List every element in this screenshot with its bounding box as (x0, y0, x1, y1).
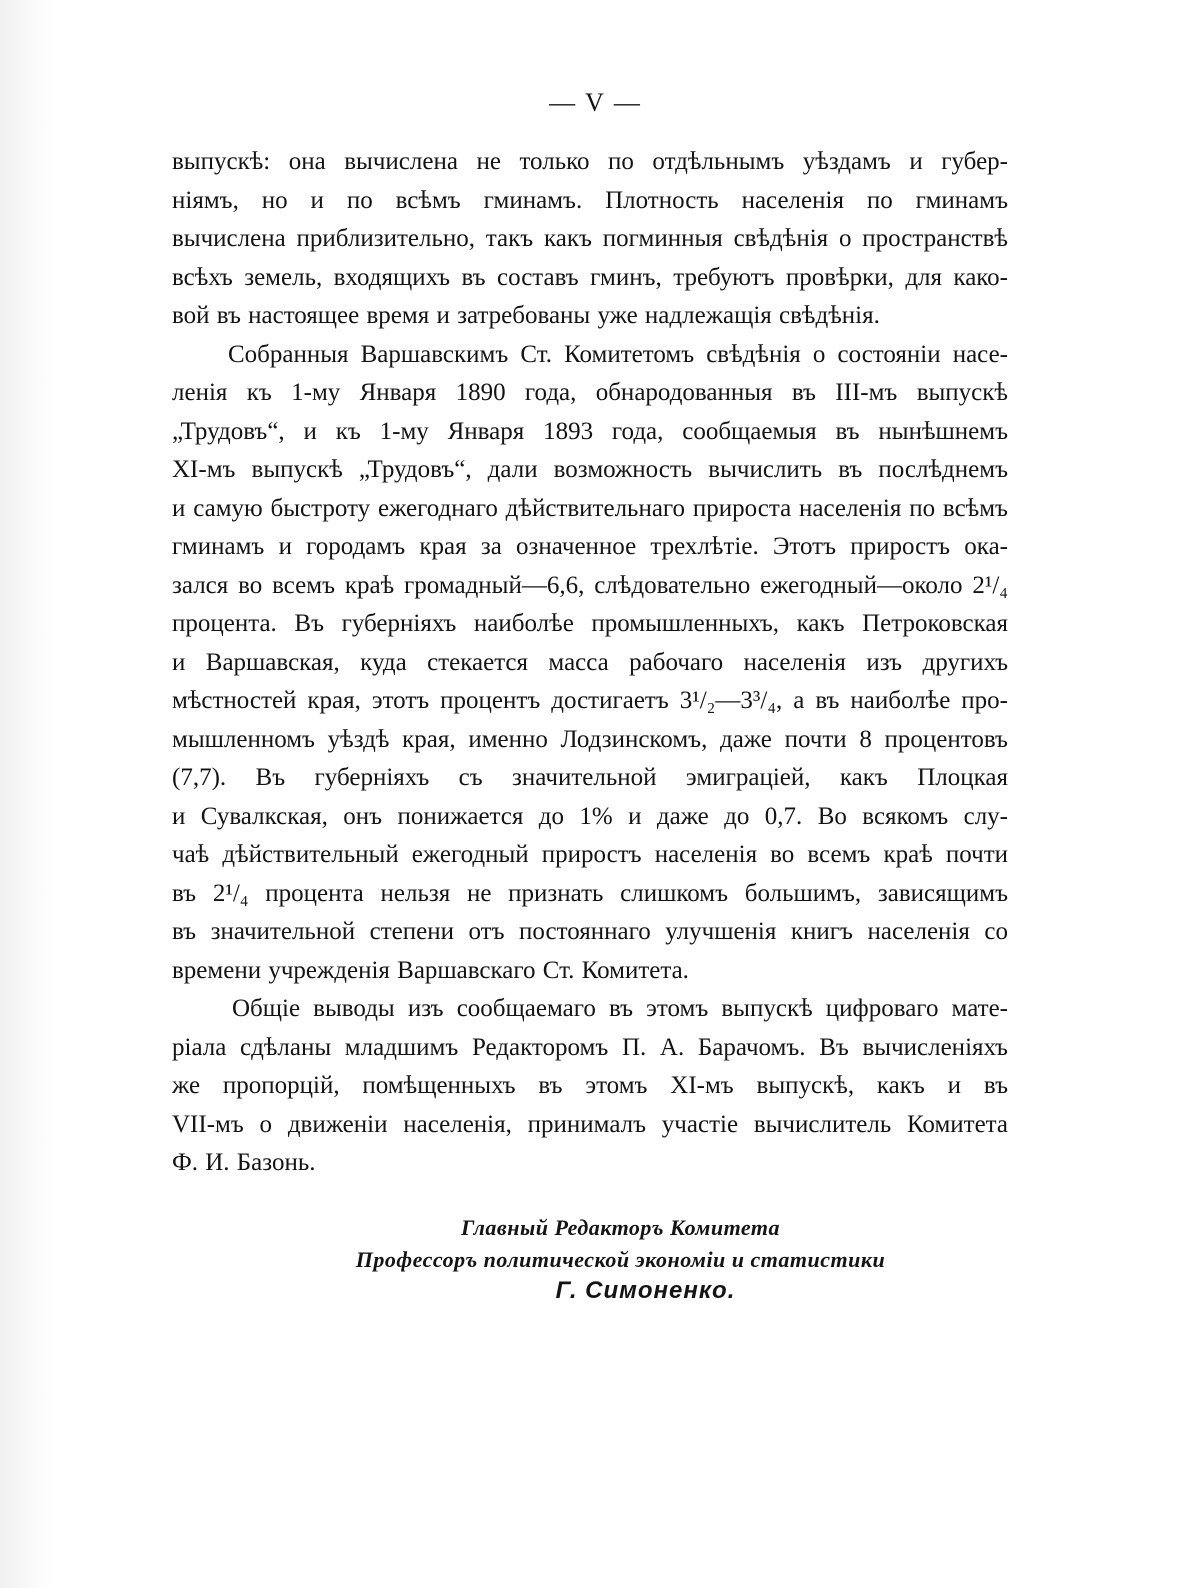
text-line: Ф. И. Базонь. (172, 1149, 316, 1176)
text-line: чаѣ дѣйствительный ежегодный приростъ населенія во всемъ краѣ почти (172, 841, 1008, 868)
text-line: въ 2¹/₄ процента нельзя не признать слишкомъ большимъ, зависящимъ (172, 879, 1008, 907)
text-line: мышленномъ уѣздѣ края, именно Лодзинскомъ, даже почти 8 процентовъ (172, 725, 1008, 753)
text-line: всѣхъ земель, входящихъ въ составъ гминъ, требуютъ провѣрки, для како- (172, 263, 1008, 291)
text-line: ріала сдѣланы младшимъ Редакторомъ П. А. Барачомъ. Въ вычисленіяхъ (172, 1033, 1008, 1061)
signature-title: Главный Редакторъ Комитета (461, 1215, 780, 1240)
text-line: гминамъ и городамъ края за означенное трехлѣтіе. Этотъ приростъ ока- (172, 533, 1008, 560)
text-line: вой въ настоящее время и затребованы уже надлежащія свѣдѣнія. (172, 302, 880, 329)
text-line: времени учрежденія Варшавскаго Ст. Комитета. (172, 956, 689, 984)
text-line: (7,7). Въ губерніяхъ съ значительной эмиграціей, какъ Плоцкая (172, 764, 1008, 791)
text-line: выпускѣ: она вычислена не только по отдѣльнымъ уѣздамъ и губер- (172, 148, 1008, 175)
text-line: ленія къ 1-му Января 1890 года, обнародованныя въ III-мъ выпускѣ (172, 379, 1008, 406)
text-line: „Трудовъ“, и къ 1-му Января 1893 года, сообщаемыя въ нынѣшнемъ (172, 417, 1008, 445)
scan-edge-shadow (0, 0, 55, 1588)
text-line: вычислена приблизительно, такъ какъ погминныя свѣдѣнія о пространствѣ (172, 225, 1008, 252)
text-line: въ значительной степени отъ постояннаго улучшенія книгъ населенія со (172, 918, 1008, 945)
text-line: и Сувалкская, онъ понижается до 1% и даже до 0,7. Во всякомъ слу- (172, 802, 1008, 830)
text-line: и Варшавская, куда стекается масса рабочаго населенія изъ другихъ (172, 648, 1008, 676)
text-line: XI-мъ выпускѣ „Трудовъ“, дали возможность вычислить въ послѣднемъ (172, 456, 1008, 483)
text-line: Собранныя Варшавскимъ Ст. Комитетомъ свѣдѣнія о состояніи насе- (228, 340, 1008, 368)
paragraph-2 (172, 336, 1008, 991)
paragraph-3 (172, 990, 1008, 1183)
text-line: зался во всемъ краѣ громадный—6,6, слѣдовательно ежегодный—около 2¹/₄ (172, 571, 1008, 599)
signature-name: Г. Симоненко. (555, 1277, 736, 1304)
body-text (172, 143, 1008, 1183)
text-line: мѣстностей края, этотъ процентъ достигаетъ 3¹/₂—3³/₄, а въ наиболѣе про- (172, 687, 1008, 714)
text-line: же пропорцій, помѣщенныхъ въ этомъ XI-мъ выпускѣ, какъ и въ (172, 1072, 1008, 1099)
text-line: Общіе выводы изъ сообщаемаго въ этомъ выпускѣ цифроваго мате- (232, 995, 1008, 1022)
signature-position: Профессоръ политической экономіи и статистики (355, 1247, 886, 1272)
text-line: процента. Въ губерніяхъ наиболѣе промышленныхъ, какъ Петроковская (172, 610, 1008, 637)
text-line: ніямъ, но и по всѣмъ гминамъ. Плотность населенія по гминамъ (172, 186, 1008, 214)
text-line: и самую быстроту ежегоднаго дѣйствительнаго прироста населенія по всѣмъ (172, 494, 1008, 522)
page-number: — V — (549, 88, 642, 117)
text-line: VII-мъ о движеніи населенія, принималъ участіе вычислитель Комитета (172, 1110, 1008, 1138)
paragraph-1 (172, 143, 1008, 336)
